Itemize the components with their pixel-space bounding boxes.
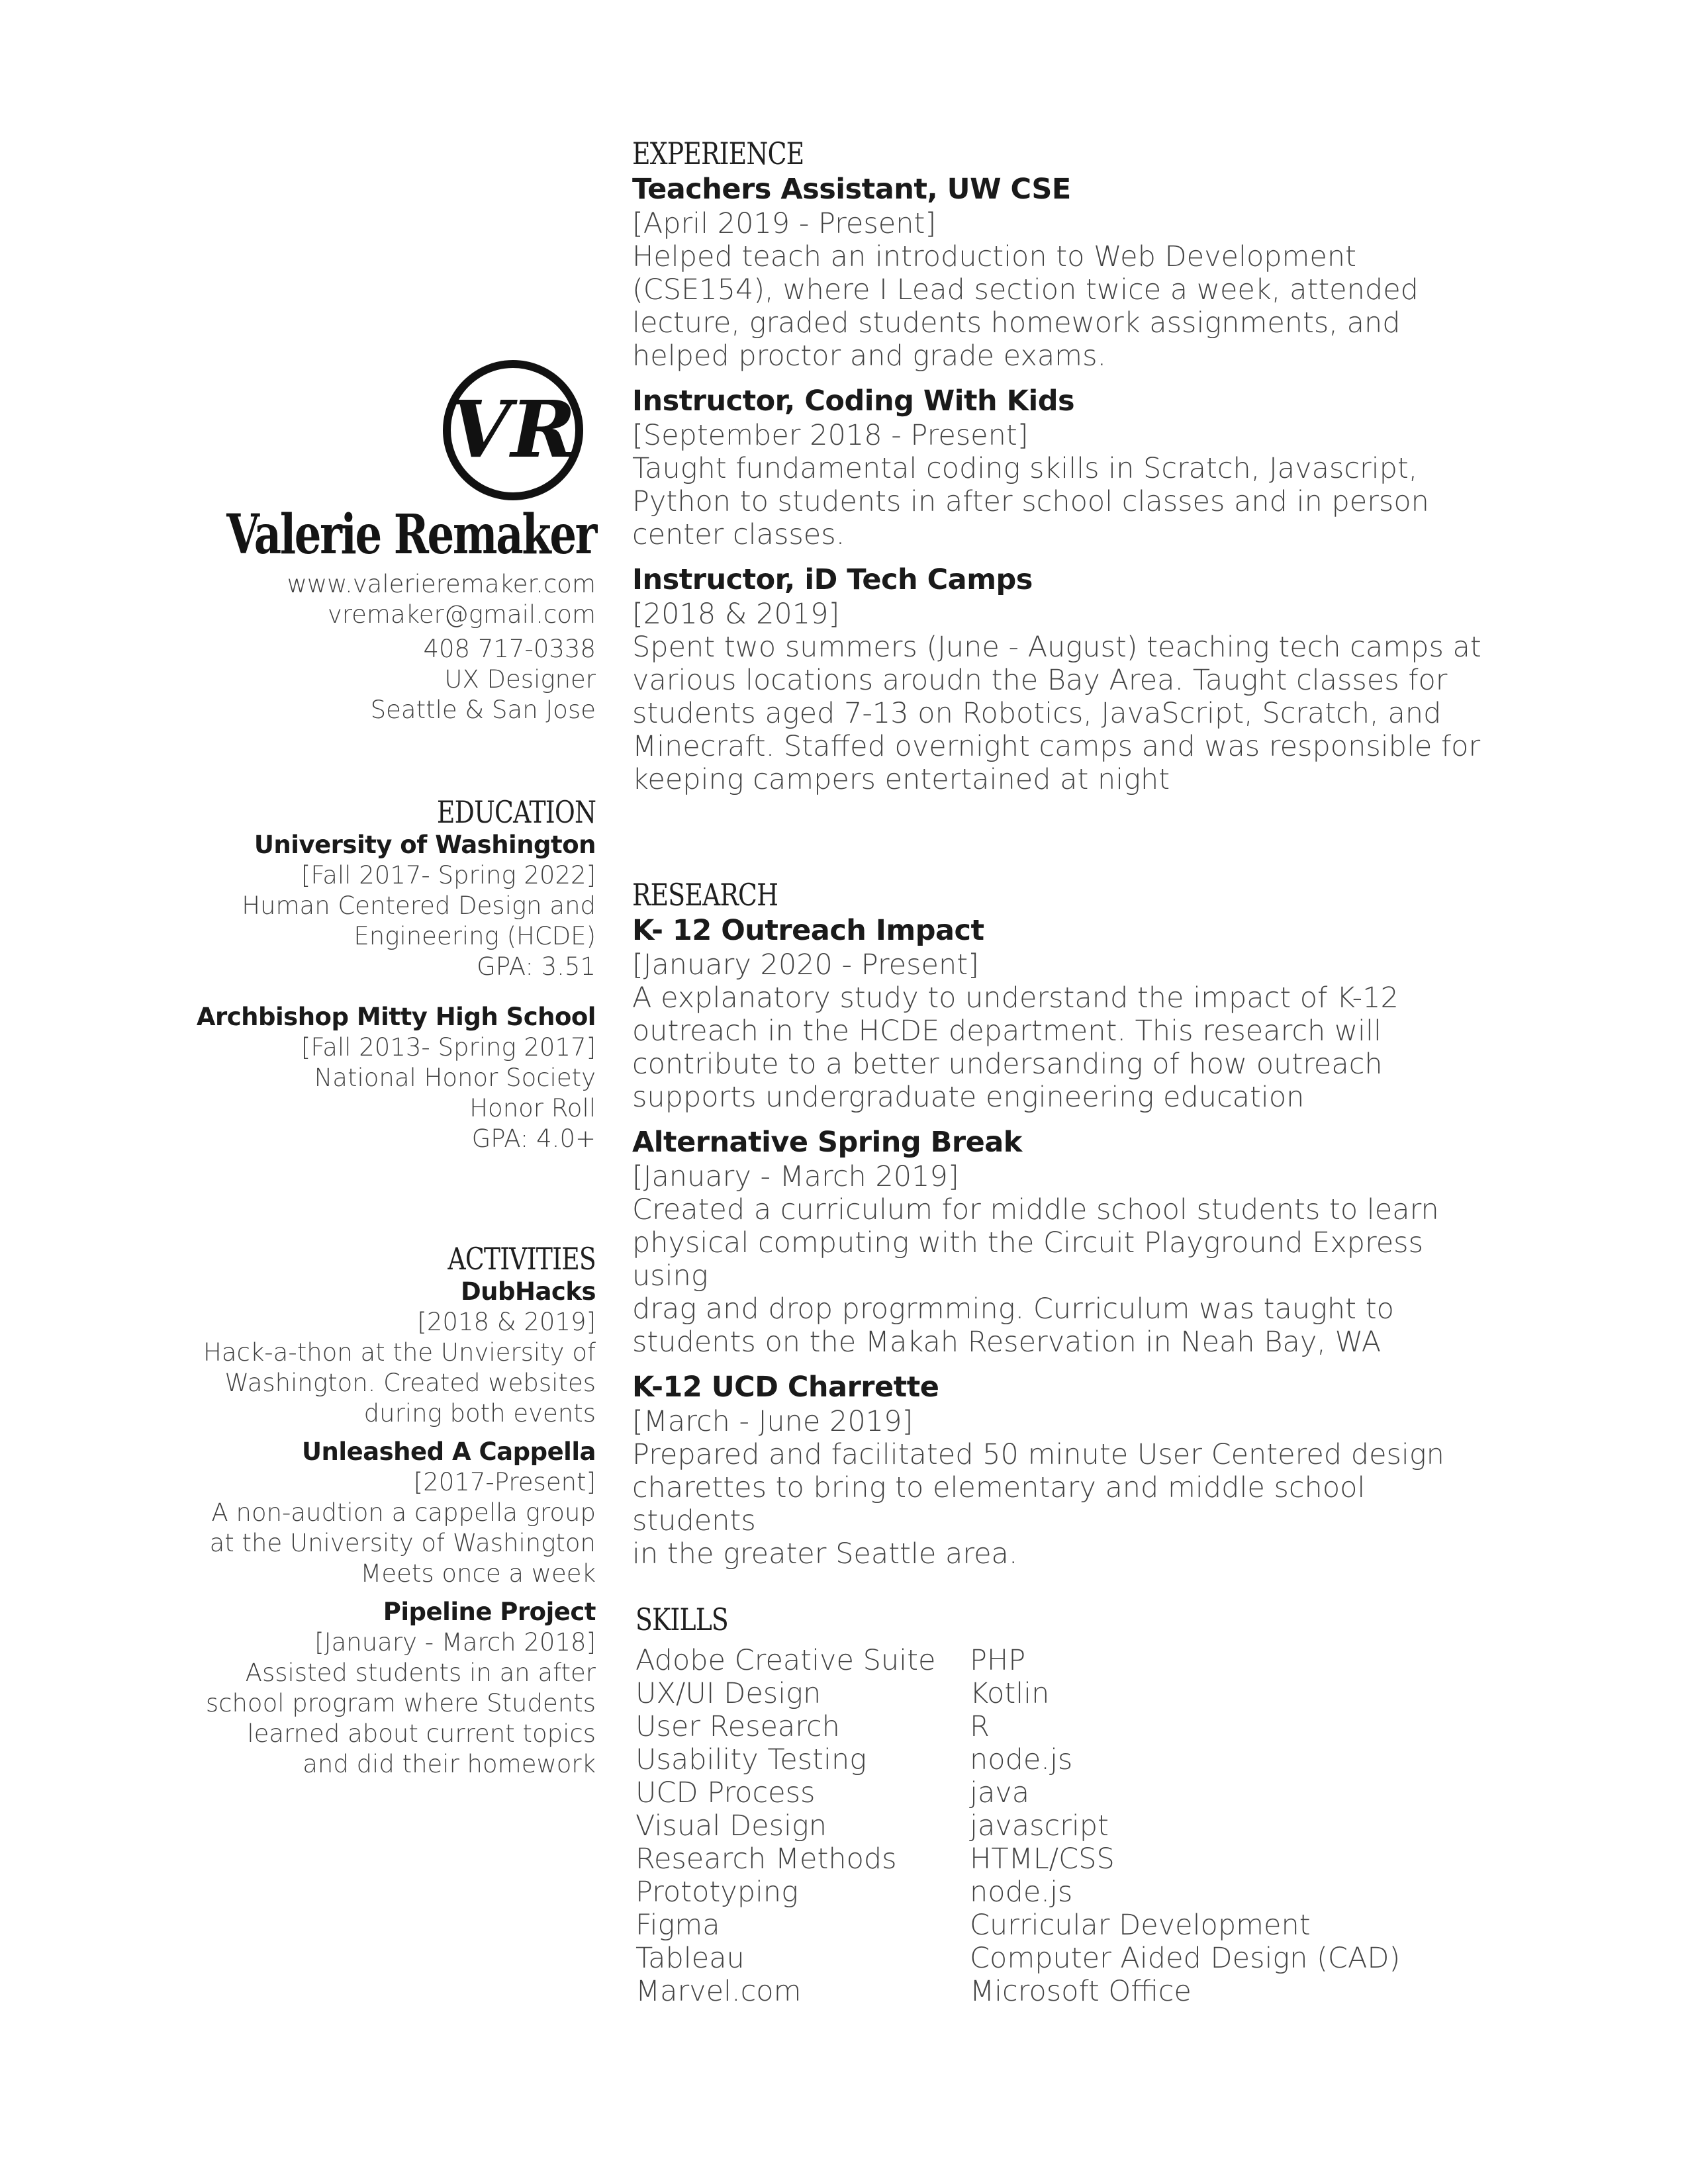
school-detail: Human Centered Design and (242, 891, 596, 920)
job-title: UX Designer (444, 665, 596, 694)
skill-item: Visual Design (635, 1809, 827, 1843)
research-title: K-12 UCD Charrette (632, 1371, 939, 1404)
research-heading: RESEARCH (632, 877, 778, 913)
job-title: Instructor, Coding With Kids (632, 385, 1075, 418)
skill-item: Kotlin (970, 1677, 1050, 1710)
research-description: contribute to a better undersanding of how outreach (632, 1048, 1383, 1081)
activity-name: Pipeline Project (383, 1598, 596, 1626)
activity-detail: A non-audtion a cappella group (211, 1498, 596, 1527)
research-description: Created a curriculum for middle school students to learn (632, 1193, 1439, 1226)
skill-item: Curricular Development (970, 1909, 1311, 1942)
job-description: Python to students in after school classes and in person (632, 485, 1429, 518)
skill-item: node.js (970, 1743, 1073, 1776)
job-title: Teachers Assistant, UW CSE (632, 173, 1071, 206)
activities-section (203, 1241, 596, 1780)
school-name: Archbishop Mitty High School (196, 1003, 596, 1031)
research-description: A explanatory study to understand the impact of K-12 (632, 981, 1399, 1015)
skill-item: R (970, 1710, 990, 1743)
education-entry (197, 1002, 596, 1154)
research-entry (632, 913, 1493, 1114)
research-dates: [January - March 2019] (632, 1160, 959, 1193)
job-description: Taught fundamental coding skills in Scratch, Javascript, (632, 452, 1418, 485)
location: Seattle & San Jose (370, 696, 596, 724)
skill-item: PHP (970, 1644, 1026, 1677)
job-description: helped proctor and grade exams. (632, 340, 1107, 373)
email-link[interactable]: vremaker@gmail.com (327, 600, 596, 629)
website-link[interactable]: www.valerieremaker.com (287, 570, 596, 598)
skill-item: java (970, 1776, 1030, 1809)
experience-heading: EXPERIENCE (632, 136, 804, 171)
skill-item: HTML/CSS (970, 1843, 1115, 1876)
school-gpa: GPA: 4.0+ (471, 1124, 596, 1153)
contact-block (287, 569, 596, 725)
skill-item: User Research (635, 1710, 840, 1743)
school-dates: [Fall 2013- Spring 2017] (301, 1033, 596, 1062)
skill-item: Microsoft Office (970, 1975, 1192, 2008)
skill-item: node.js (970, 1876, 1073, 1909)
vr-logo (440, 357, 586, 503)
research-description: supports undergraduate engineering education (632, 1081, 1305, 1114)
activity-detail: and did their homework (303, 1750, 596, 1778)
skills-heading: SKILLS (635, 1602, 728, 1637)
skills-column-1 (635, 1644, 935, 2008)
skill-item: javascript (970, 1809, 1109, 1843)
job-description: Minecraft. Staffed overnight camps and was responsible for (632, 730, 1481, 763)
activity-entry (203, 1277, 596, 1429)
job-description: Helped teach an introduction to Web Development (632, 240, 1357, 273)
skill-item: Adobe Creative Suite (635, 1644, 936, 1677)
activity-detail: during both events (363, 1399, 596, 1428)
phone-number: 408 717-0338 (423, 635, 596, 663)
person-name: Valerie Remaker (226, 503, 596, 567)
activity-detail: Assisted students in an after (245, 1659, 596, 1687)
skill-item: Research Methods (635, 1843, 897, 1876)
activity-name: DubHacks (460, 1277, 596, 1306)
activity-detail: school program where Students (205, 1689, 596, 1717)
research-description: students on the Makah Reservation in Neah Bay, WA (632, 1326, 1382, 1359)
job-dates: [April 2019 - Present] (632, 207, 937, 240)
experience-entry (632, 383, 1493, 551)
activities-heading: ACTIVITIES (447, 1241, 596, 1277)
school-detail: Engineering (HCDE) (353, 922, 596, 950)
skills-section (635, 1602, 1401, 2008)
research-description: Prepared and facilitated 50 minute User Centered design (632, 1438, 1444, 1471)
job-dates: [September 2018 - Present] (632, 419, 1029, 452)
skill-item: Computer Aided Design (CAD) (970, 1942, 1401, 1975)
research-description: physical computing with the Circuit Playground Express using (632, 1226, 1423, 1293)
skill-item: Marvel.com (635, 1975, 802, 2008)
activity-dates: [2017-Present] (413, 1468, 596, 1496)
school-gpa: GPA: 3.51 (477, 952, 596, 981)
education-entry (197, 830, 596, 982)
activity-detail: at the University of Washington (209, 1529, 596, 1557)
research-entry (632, 1124, 1493, 1359)
research-dates: [January 2020 - Present] (632, 948, 979, 981)
job-description: center classes. (632, 518, 845, 551)
school-detail: Honor Roll (469, 1094, 596, 1122)
skill-item: UCD Process (635, 1776, 816, 1809)
experience-entry (632, 562, 1493, 796)
research-description: charettes to bring to elementary and middle school students (632, 1471, 1366, 1537)
skill-item: UX/UI Design (635, 1677, 821, 1710)
experience-section (632, 136, 1493, 807)
activity-detail: Meets once a week (360, 1559, 596, 1588)
education-section (197, 794, 596, 1154)
research-title: Alternative Spring Break (632, 1126, 1022, 1159)
job-dates: [2018 & 2019] (632, 598, 840, 631)
activity-detail: Washington. Created websites (224, 1369, 596, 1397)
research-dates: [March - June 2019] (632, 1405, 914, 1438)
research-description: in the greater Seattle area. (632, 1537, 1018, 1570)
research-section (632, 877, 1493, 1581)
activity-name: Unleashed A Cappella (302, 1437, 596, 1466)
activity-detail: learned about current topics (247, 1719, 596, 1748)
skill-item: Prototyping (635, 1876, 798, 1909)
school-dates: [Fall 2017- Spring 2022] (301, 861, 596, 889)
activity-entry (203, 1437, 596, 1589)
research-entry (632, 1369, 1493, 1570)
skill-item: Figma (635, 1909, 720, 1942)
job-description: Spent two summers (June - August) teaching tech camps at (632, 631, 1481, 664)
school-name: University of Washington (254, 831, 596, 859)
activity-detail: Hack-a-thon at the Unviersity of (203, 1338, 596, 1367)
job-description: (CSE154), where I Lead section twice a week, attended (632, 273, 1419, 306)
activity-dates: [January - March 2018] (314, 1628, 596, 1657)
activity-dates: [2018 & 2019] (417, 1308, 596, 1336)
job-description: lecture, graded students homework assignments, and (632, 306, 1401, 340)
job-title: Instructor, iD Tech Camps (632, 563, 1033, 596)
skill-item: Tableau (635, 1942, 745, 1975)
education-heading: EDUCATION (436, 794, 596, 830)
logo-monogram: VR (450, 383, 576, 475)
research-description: outreach in the HCDE department. This research will (632, 1015, 1382, 1048)
job-description: various locations aroudn the Bay Area. Taught classes for (632, 664, 1448, 697)
research-title: K- 12 Outreach Impact (632, 914, 984, 947)
job-description: keeping campers entertained at night (632, 763, 1170, 796)
activity-entry (203, 1597, 596, 1780)
job-description: students aged 7-13 on Robotics, JavaScript, Scratch, and (632, 697, 1442, 730)
skills-column-2 (970, 1644, 1400, 2008)
experience-entry (632, 171, 1493, 373)
skill-item: Usability Testing (635, 1743, 867, 1776)
research-description: drag and drop progrmming. Curriculum was taught to (632, 1293, 1394, 1326)
school-detail: National Honor Society (314, 1064, 596, 1092)
